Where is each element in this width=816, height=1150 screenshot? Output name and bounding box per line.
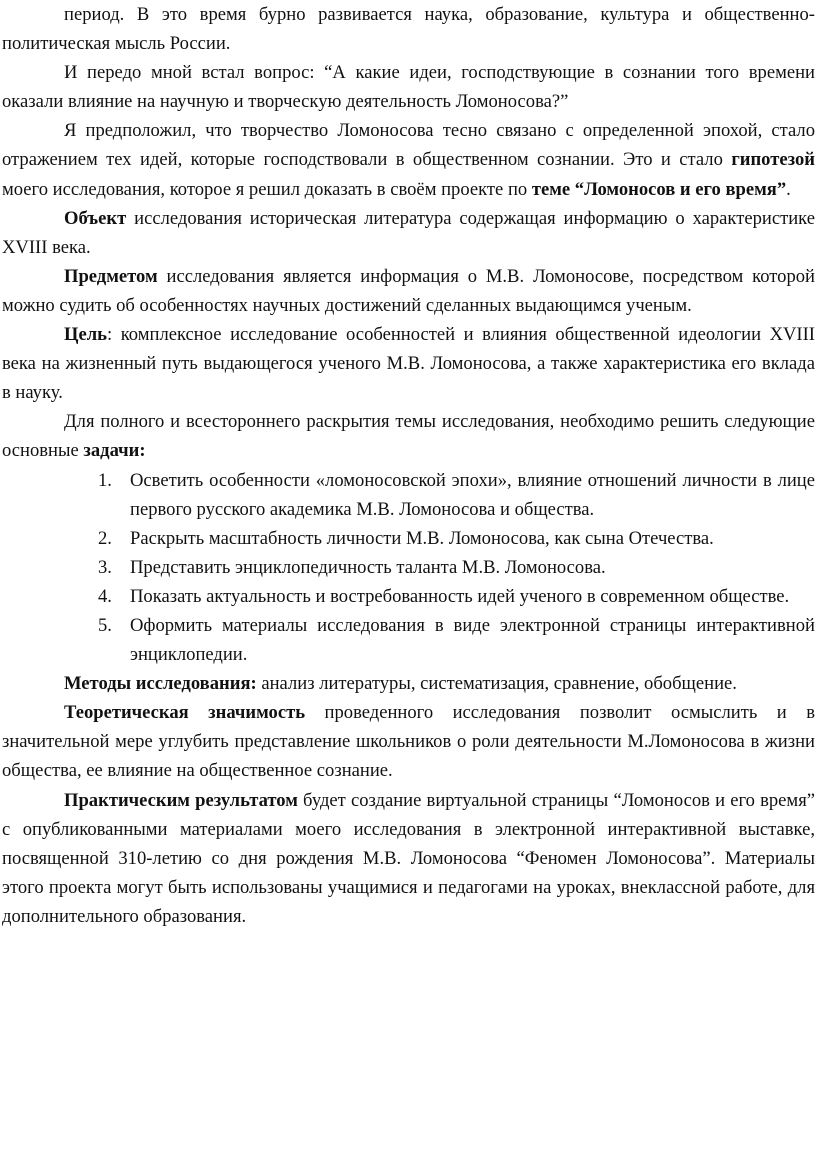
paragraph-object <box>2 204 815 262</box>
paragraph-practical <box>2 786 815 931</box>
list-item-number: 5. <box>98 614 112 636</box>
paragraph-hypothesis <box>2 116 815 203</box>
list-item-number: 4. <box>98 585 112 607</box>
paragraph-question <box>2 58 815 116</box>
object-label: Объект <box>64 207 127 229</box>
list-item <box>2 611 815 669</box>
hypothesis-text-c: моего исследования, которое я решил доказать в своём проекте по <box>2 178 532 200</box>
goal-label: Цель <box>64 324 107 346</box>
tasks-label: задачи: <box>83 440 146 462</box>
topic-label: теме “Ломоносов и его время” <box>531 178 787 200</box>
list-item-number: 3. <box>98 556 112 578</box>
paragraph-question-text: И передо мной встал вопрос: “А какие идеи, господствующие в сознании того времени оказали влияние на научную и творческую деятельность Ломоносова?” <box>2 62 815 113</box>
methods-text: анализ литературы, систематизация, сравнение, обобщение. <box>256 673 737 695</box>
paragraph-period-text: период. В это время бурно развивается наука, образование, культура и общественно-политическая мысль России. <box>2 4 815 55</box>
list-item-number: 1. <box>98 469 112 491</box>
paragraph-period <box>2 0 815 58</box>
theory-text: проведенного исследования позволит осмыслить и в значительной мере углубить представление школьников о роли деятельности М.Ломоносова в жизни общества, ее влияние на общественное сознание. <box>2 702 815 782</box>
list-item-text: Показать актуальность и востребованность идей ученого в современном обществе. <box>130 585 790 607</box>
list-item <box>2 553 815 582</box>
hypothesis-text-e: . <box>786 178 791 200</box>
methods-label: Методы исследования: <box>64 673 257 695</box>
practical-text: будет создание виртуальной страницы “Ломоносов и его время” с опубликованными материалами моего исследования в электронной интерактивной выставке, посвященной 310-летию со дня рождения М.В. Ломоносова “Феномен Ломоносова”. Материалы этого проекта могут быть использованы учащимися и педагогами на уроках, внеклассной работе, для дополнительного образования. <box>2 789 815 927</box>
goal-text: : комплексное исследование особенностей и влияния общественной идеологии XVIII века на жизненный путь выдающегося ученого М.В. Ломоносова, а также характеристика его вклада в науку. <box>2 324 815 404</box>
paragraph-theory <box>2 698 815 785</box>
hypothesis-label: гипотезой <box>731 149 815 171</box>
object-text: исследования историческая литература содержащая информацию о характеристике XVIII века. <box>2 207 815 258</box>
paragraph-methods <box>2 669 815 698</box>
theory-label: Теоретическая значимость <box>64 702 306 724</box>
subject-label: Предметом <box>64 265 158 287</box>
hypothesis-text-a: Я предположил, что творчество Ломоносова тесно связано с определенной эпохой, стало отражением тех идей, которые господствовали в общественном сознании. Это и стало <box>2 120 815 171</box>
subject-text: исследования является информация о М.В. Ломоносове, посредством которой можно судить об особенностях научных достижений сделанных выдающимся ученым. <box>2 265 815 316</box>
list-item-text: Осветить особенности «ломоносовской эпохи», влияние отношений личности в лице первого русского академика М.В. Ломоносова и общества. <box>130 469 815 520</box>
practical-label: Практическим результатом <box>64 789 298 811</box>
list-item <box>2 466 815 524</box>
paragraph-goal <box>2 320 815 407</box>
tasks-list <box>2 466 815 670</box>
paragraph-subject <box>2 262 815 320</box>
paragraph-tasks-intro <box>2 407 815 465</box>
list-item <box>2 582 815 611</box>
list-item-number: 2. <box>98 527 112 549</box>
list-item-text: Оформить материалы исследования в виде электронной страницы интерактивной энциклопедии. <box>130 614 815 666</box>
tasks-intro-text: Для полного и всестороннего раскрытия темы исследования, необходимо решить следующие основные <box>2 411 815 462</box>
list-item-text: Раскрыть масштабность личности М.В. Ломоносова, как сына Отечества. <box>130 527 714 549</box>
list-item <box>2 524 815 553</box>
list-item-text: Представить энциклопедичность таланта М.В. Ломоносова. <box>130 556 606 578</box>
